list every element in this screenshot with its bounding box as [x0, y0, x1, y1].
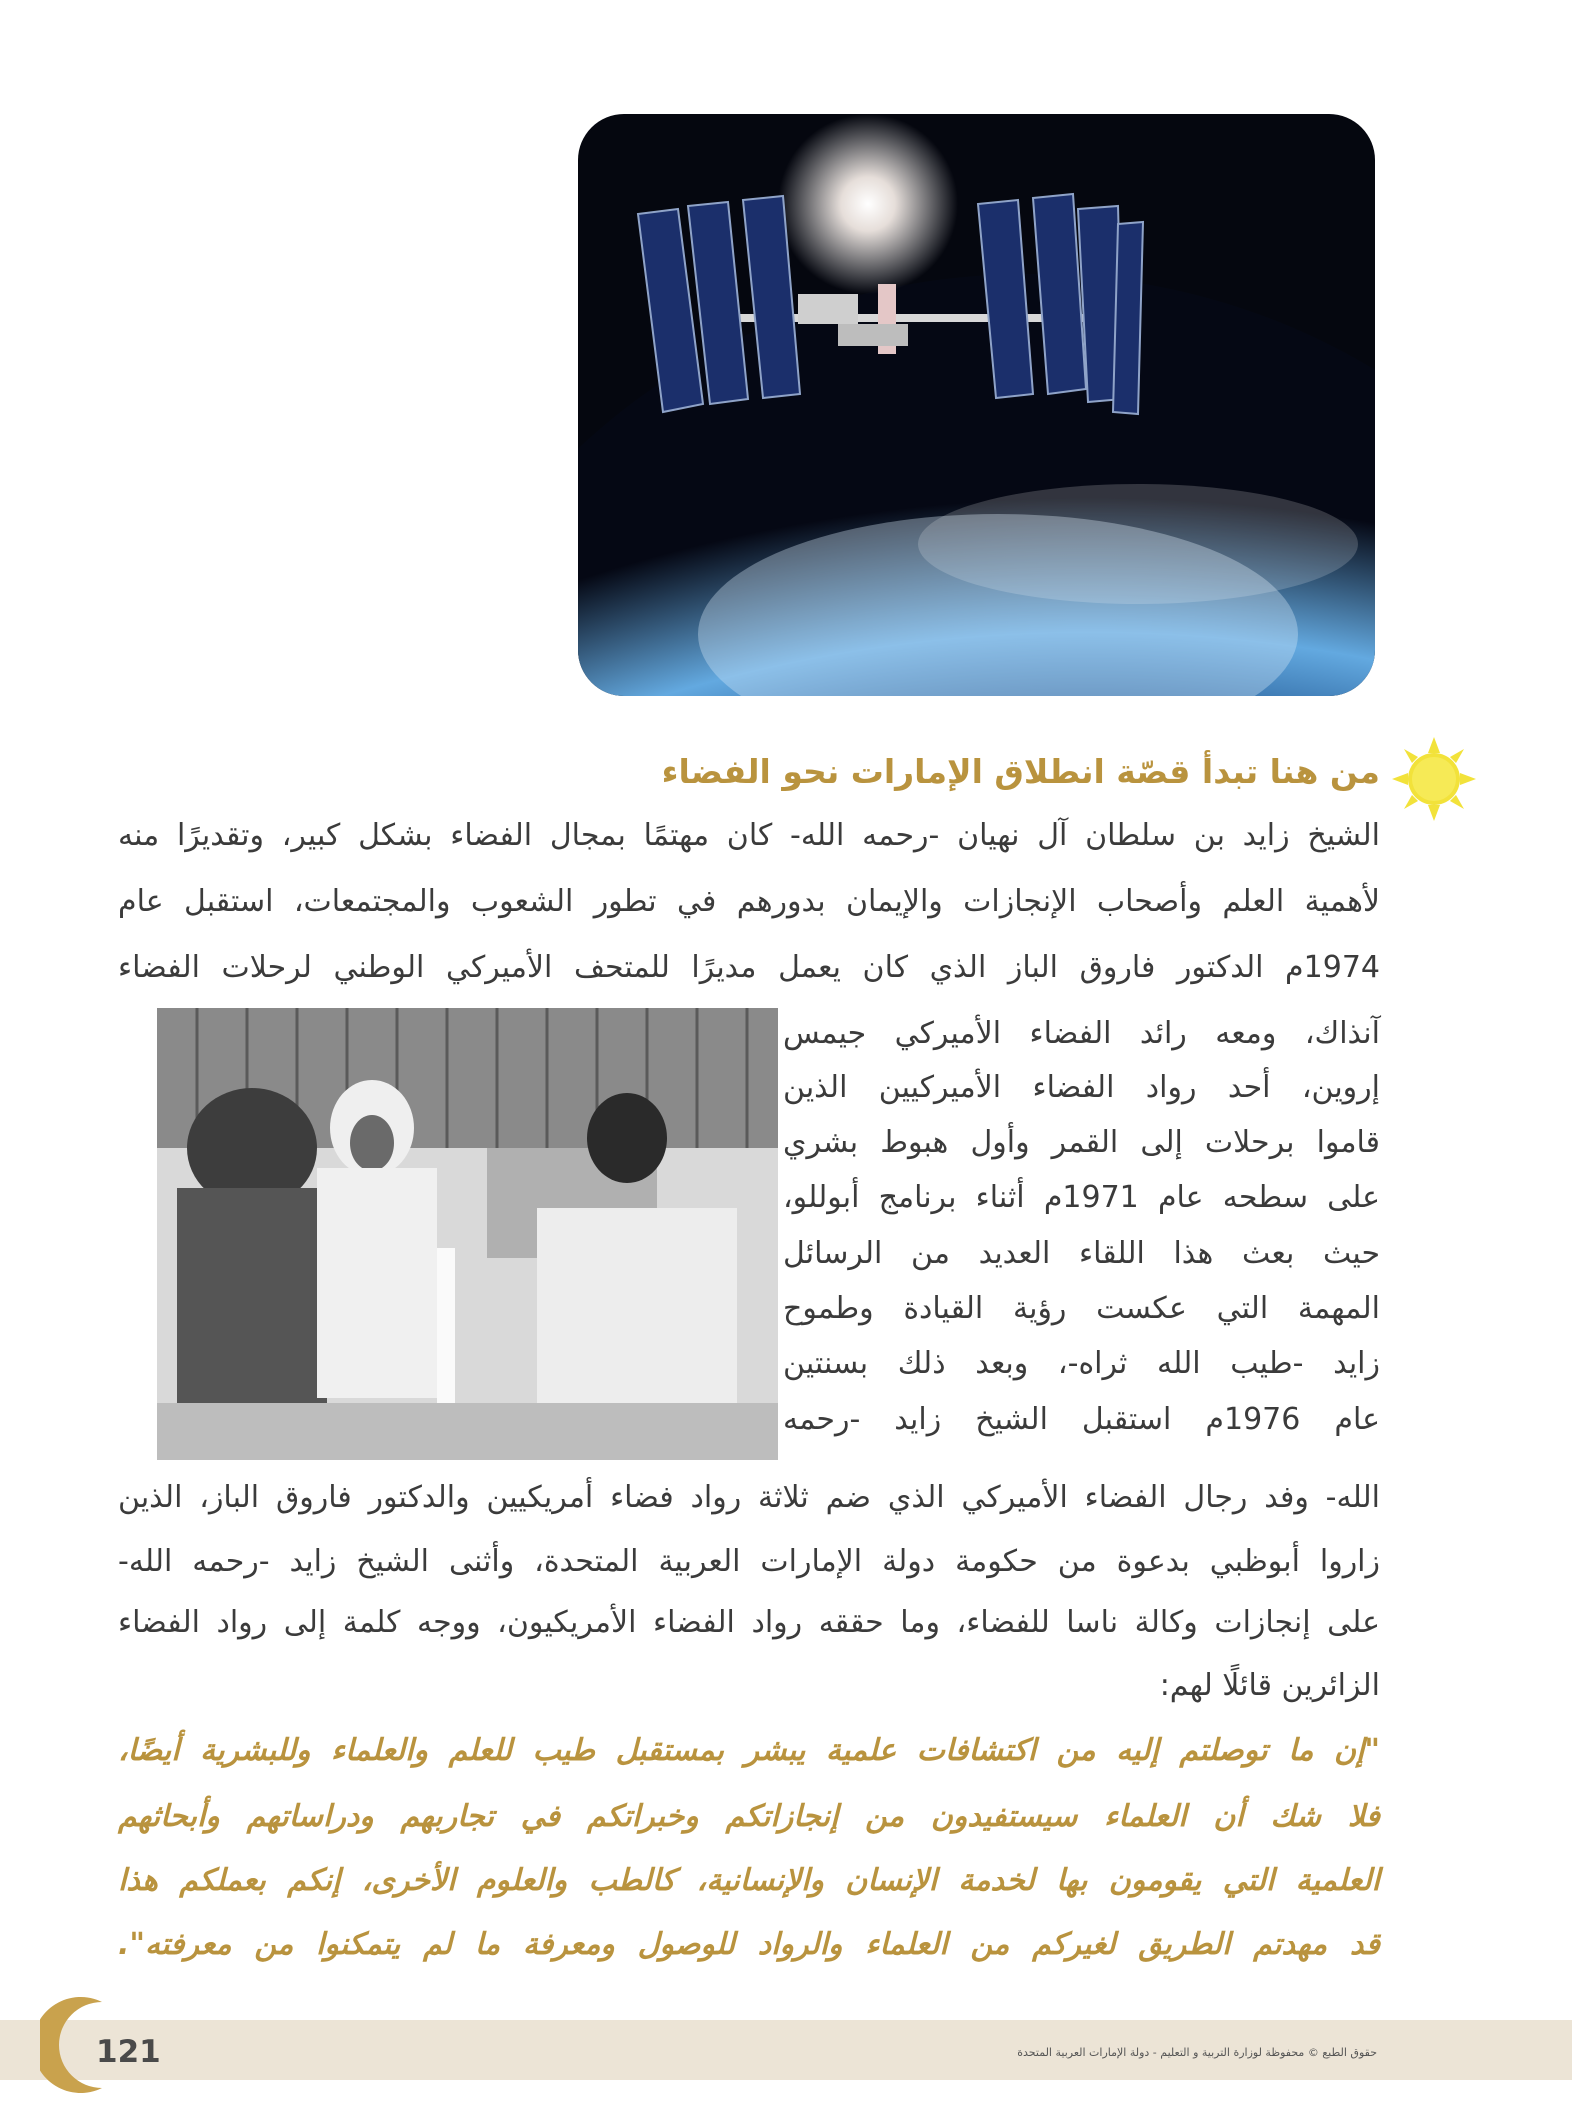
paragraph-line: لأهمية العلم وأصحاب الإنجازات والإيمان بدورهم في تطور الشعوب والمجتمعات، استقبل عام: [118, 884, 1380, 919]
quote-line: "إن ما توصلتم إليه من اكتشافات علمية يبشر بمستقبل طيب للعلم والعلماء وللبشرية أيضًا،: [118, 1733, 1380, 1768]
quote-line: فلا شك أن العلماء سيستفيدون من إنجازاتكم وخبراتكم في تجاربهم ودراساتهم وأبحاثهم: [118, 1799, 1380, 1834]
paragraph-line: 1974م الدكتور فاروق الباز الذي كان يعمل مديرًا للمتحف الأميركي الوطني لرحلات الفضاء: [118, 950, 1380, 985]
page-number: 121: [96, 2034, 161, 2070]
paragraph-line: على سطحه عام 1971م أثناء برنامج أبوللو،: [783, 1180, 1380, 1215]
paragraph-line: زاروا أبوظبي بدعوة من حكومة دولة الإمارات العربية المتحدة، وأثنى الشيخ زايد -رحمه الله-: [118, 1544, 1380, 1579]
paragraph-line: الشيخ زايد بن سلطان آل نهيان -رحمه الله- كان مهتمًا بمجال الفضاء بشكل كبير، وتقديرًا منه: [118, 818, 1380, 853]
paragraph-line: آنذاك، ومعه رائد الفضاء الأميركي جيمس: [783, 1016, 1380, 1051]
copyright-notice: حقوق الطبع © محفوظة لوزارة التربية و التعليم - دولة الإمارات العربية المتحدة: [1017, 2046, 1377, 2059]
sun-icon: [1390, 735, 1478, 823]
quote-line: قد مهدتم الطريق لغيركم من العلماء والرواد للوصول ومعرفة ما لم يتمكنوا من معرفته".: [118, 1927, 1380, 1962]
paragraph-line: المهمة التي عكست رؤية القيادة وطموح: [783, 1291, 1380, 1326]
space-station-image: [578, 114, 1375, 696]
paragraph-line: على إنجازات وكالة ناسا للفضاء، وما حققه رواد الفضاء الأمريكيون، ووجه كلمة إلى رواد الفضاء: [118, 1605, 1380, 1640]
historic-meeting-photo: [157, 1008, 778, 1460]
paragraph-line: عام 1976م استقبل الشيخ زايد -رحمه: [783, 1402, 1380, 1437]
paragraph-line: الله- وفد رجال الفضاء الأميركي الذي ضم ثلاثة رواد فضاء أمريكيين والدكتور فاروق الباز، الذين: [118, 1480, 1380, 1515]
paragraph-line: الزائرين قائلًا لهم:: [1159, 1668, 1380, 1703]
section-heading: من هنا تبدأ قصّة انطلاق الإمارات نحو الفضاء: [661, 752, 1380, 791]
paragraph-line: زايد -طيب الله ثراه-، وبعد ذلك بسنتين: [783, 1346, 1380, 1381]
quote-line: العلمية التي يقومون بها لخدمة الإنسان والإنسانية، كالطب والعلوم الأخرى، إنكم بعملكم هذا: [118, 1863, 1380, 1898]
paragraph-line: حيث بعث هذا اللقاء العديد من الرسائل: [783, 1236, 1380, 1271]
paragraph-line: إروين، أحد رواد الفضاء الأميركيين الذين: [783, 1070, 1380, 1105]
paragraph-line: قاموا برحلات إلى القمر وأول هبوط بشري: [783, 1125, 1380, 1160]
